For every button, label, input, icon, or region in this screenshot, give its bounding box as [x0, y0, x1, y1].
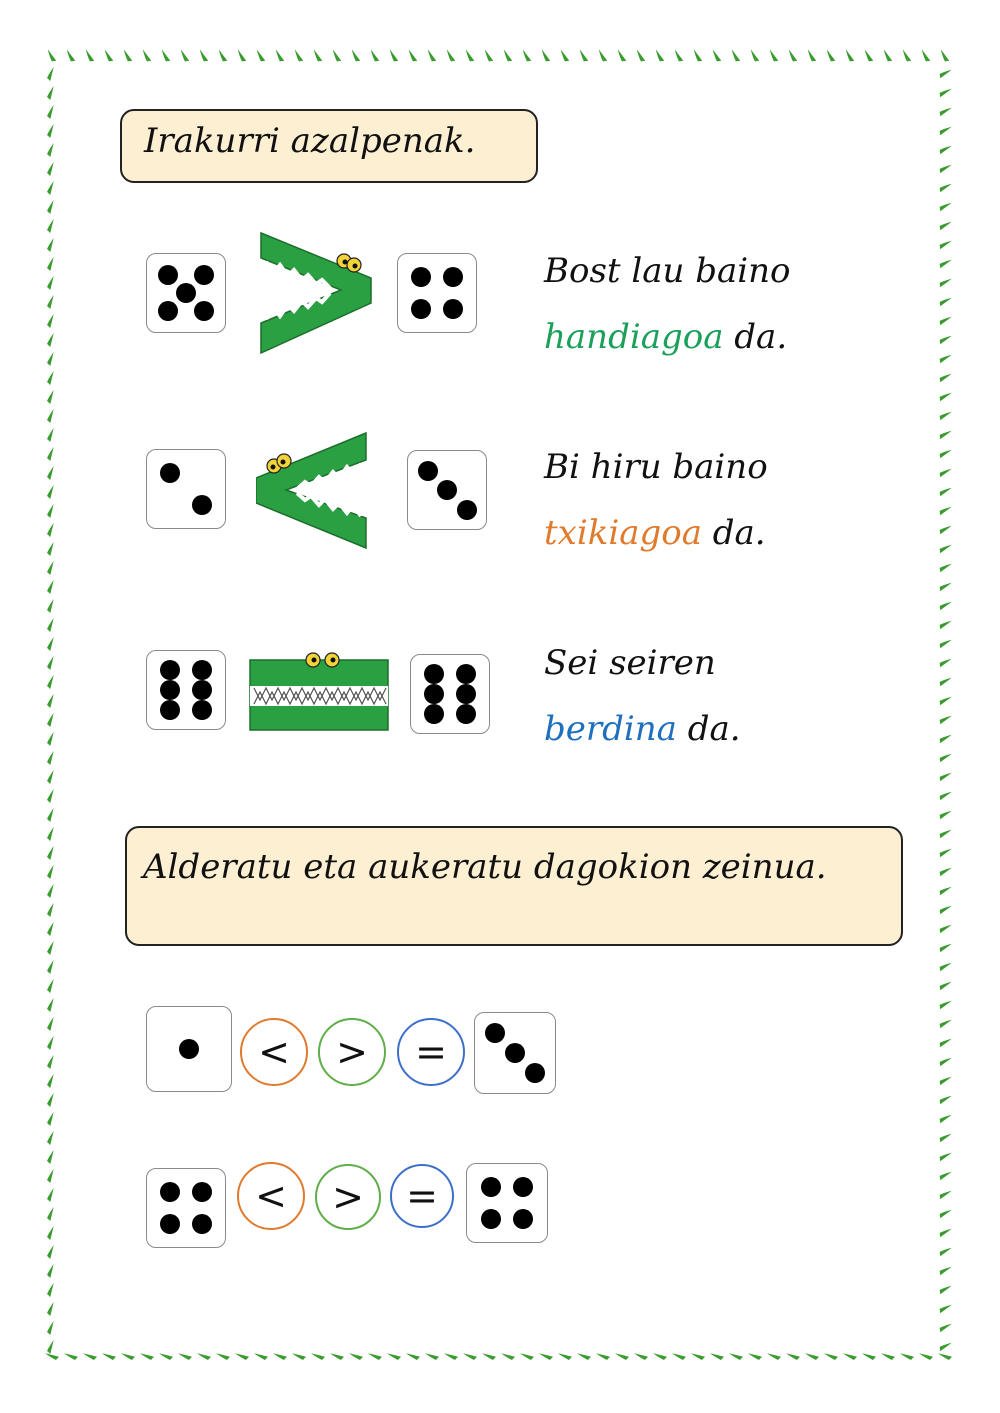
sentence-greater-tail: da.: [723, 317, 788, 357]
keyword-berdina: berdina: [544, 709, 677, 749]
die-pip: [160, 463, 180, 483]
exercise2-die-four-right: [466, 1163, 548, 1243]
die-pip: [160, 1214, 180, 1234]
die-pip: [158, 265, 178, 285]
die-pip: [194, 265, 214, 285]
instruction-read-text: Irakurri azalpenak.: [144, 121, 476, 161]
die-pip: [194, 301, 214, 321]
die-two: [146, 449, 226, 529]
exercise2-equal-option[interactable]: =: [390, 1164, 454, 1228]
exercise2-less-than-option[interactable]: <: [237, 1162, 305, 1230]
die-pip: [481, 1177, 501, 1197]
die-pip: [418, 461, 438, 481]
die-pip: [443, 299, 463, 319]
sentence-equal-line2: [544, 696, 741, 762]
die-pip: [437, 480, 457, 500]
sentence-equal: [544, 630, 741, 762]
die-pip: [160, 660, 180, 680]
crocodile-greater-than-icon: [256, 228, 376, 358]
die-pip: [179, 1039, 199, 1059]
die-pip: [411, 267, 431, 287]
die-pip: [160, 700, 180, 720]
exercise1-equal-option[interactable]: =: [397, 1018, 465, 1086]
sentence-equal-tail: da.: [676, 709, 741, 749]
die-pip: [443, 267, 463, 287]
die-six-right: [410, 654, 490, 734]
die-pip: [192, 495, 212, 515]
sentence-greater-line2: [544, 304, 791, 370]
instruction-compare-text: Alderatu eta aukeratu dagokion zeinua.: [143, 847, 827, 887]
exercise1-less-than-option[interactable]: <: [240, 1018, 308, 1086]
keyword-handiagoa: handiagoa: [544, 317, 724, 357]
die-pip: [192, 1214, 212, 1234]
sentence-greater-line1: Bost lau baino: [544, 251, 791, 291]
exercise2-greater-than-option[interactable]: >: [315, 1164, 381, 1230]
exercise1-greater-than-option[interactable]: >: [318, 1018, 386, 1086]
die-pip: [513, 1177, 533, 1197]
die-pip: [513, 1209, 533, 1229]
die-pip: [192, 700, 212, 720]
die-three: [407, 450, 487, 530]
sentence-greater: [544, 238, 791, 370]
die-four: [397, 253, 477, 333]
die-pip: [457, 500, 477, 520]
die-pip: [192, 680, 212, 700]
crocodile-less-than-icon: [256, 428, 376, 553]
sentence-less-tail: da.: [701, 513, 766, 553]
die-pip: [160, 1182, 180, 1202]
die-pip: [505, 1043, 525, 1063]
die-pip: [456, 664, 476, 684]
die-pip: [411, 299, 431, 319]
sentence-less: [544, 434, 768, 566]
die-five: [146, 253, 226, 333]
exercise1-die-one: [146, 1006, 232, 1092]
die-pip: [424, 684, 444, 704]
die-pip: [424, 664, 444, 684]
die-pip: [192, 660, 212, 680]
die-pip: [456, 704, 476, 724]
sentence-equal-line1: Sei seiren: [544, 643, 716, 683]
crocodile-equal-icon: [248, 650, 393, 734]
die-pip: [456, 684, 476, 704]
sentence-less-line1: Bi hiru baino: [544, 447, 768, 487]
die-pip: [176, 283, 196, 303]
instruction-box-read: [120, 109, 538, 183]
die-six: [146, 650, 226, 730]
die-pip: [481, 1209, 501, 1229]
die-pip: [192, 1182, 212, 1202]
instruction-box-compare: [125, 826, 903, 946]
die-pip: [485, 1023, 505, 1043]
die-pip: [424, 704, 444, 724]
die-pip: [160, 680, 180, 700]
sentence-less-line2: [544, 500, 768, 566]
keyword-txikiagoa: txikiagoa: [544, 513, 702, 553]
exercise2-die-four-left: [146, 1168, 226, 1248]
die-pip: [158, 301, 178, 321]
die-pip: [525, 1063, 545, 1083]
exercise1-die-three: [474, 1012, 556, 1094]
